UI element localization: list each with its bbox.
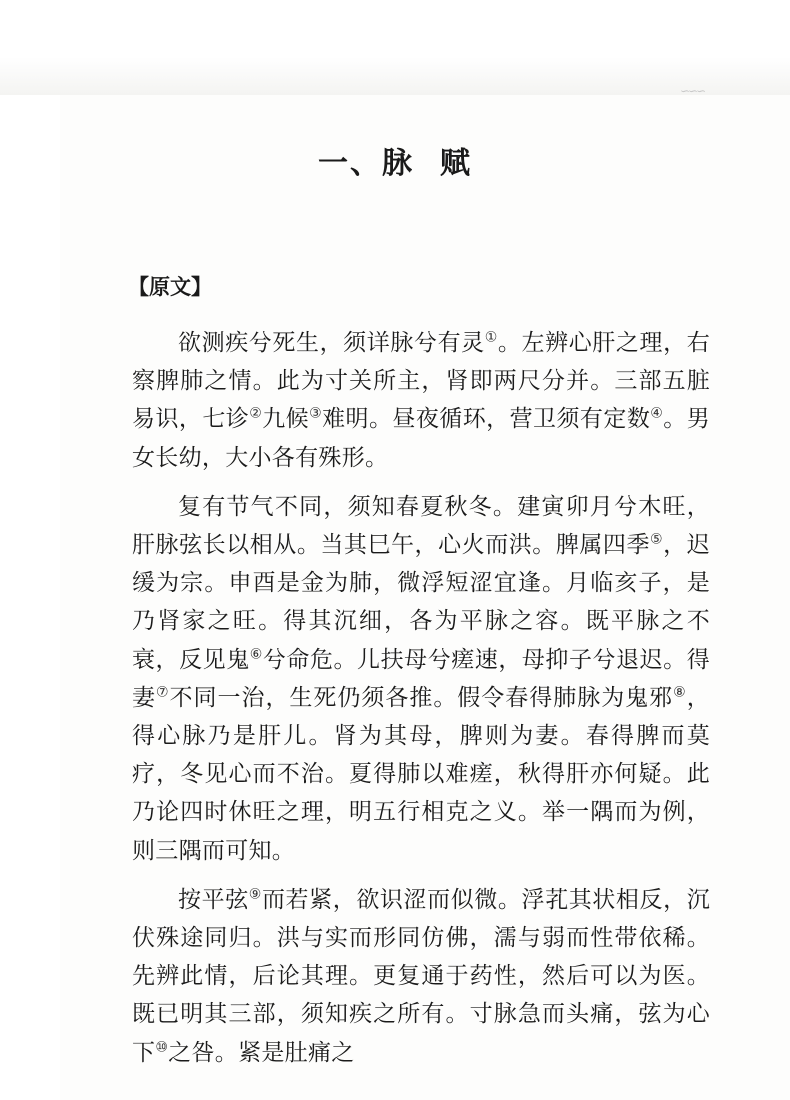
footnote-marker: ⑧ [673, 684, 687, 701]
scan-smudge-icon: ∽∽∽ [680, 84, 705, 98]
body-text [132, 324, 710, 1083]
paragraph [132, 488, 710, 870]
footnote-marker: ⑩ [155, 1039, 169, 1055]
footnote-marker: ⑦ [155, 684, 170, 701]
footnote-marker: ⑨ [248, 886, 262, 903]
text-segment: ，得心脉乃是肝儿。肾为其母，脾则为妻。春得脾而莫疗，冬见心而不治。夏得肺以难瘥，秋得肝亦何疑。此乃论四时休旺之理，明五行相克之义。举一隅而为例，则三隅而可知。 [132, 684, 710, 864]
footnote-marker: ⑥ [249, 645, 263, 662]
scan-edge [0, 95, 60, 1100]
chapter-title-part1: 一、脉 [318, 146, 414, 181]
footnote-marker: ② [249, 405, 263, 422]
text-segment: 。左辨心肝之理，右察脾肺之情。此为寸关所主，肾即两尺分并。三部五脏易识，七诊 [132, 330, 710, 433]
chapter-title [0, 138, 790, 182]
text-segment: 难明。昼夜循环，营卫须有定数 [322, 406, 651, 433]
footnote-marker: ④ [650, 405, 664, 422]
paragraph [132, 881, 710, 1072]
text-segment: 而若紧，欲识涩而似微。浮芤其状相反，沉伏殊途同归。洪与实而形同仿佛，濡与弱而性带依稀。先辨此情，后论其理。更复通于药性，然后可以为医。既已明其三部，须知疾之所有。寸脉急而头痛，弦为心下 [132, 886, 710, 1066]
text-segment: 复有节气不同，须知春夏秋冬。建寅卯月兮木旺，肝脉弦长以相从。当其巳午，心火而洪。脾属四季 [132, 493, 710, 559]
chapter-title-part2: 赋 [440, 146, 472, 181]
text-segment: 九候 [262, 406, 310, 433]
paragraph [132, 324, 710, 477]
text-segment: 欲测疾兮死生，须详脉兮有灵 [178, 330, 485, 356]
section-label: 【原文】 [128, 275, 212, 299]
text-segment: ，迟缓为宗。申酉是金为肺，微浮短涩宜逢。月临亥子，是乃肾家之旺。得其沉细，各为平脉之容。既平脉之不衰，反见鬼 [132, 532, 710, 673]
text-segment: 。男女长幼，大小各有殊形。 [132, 406, 711, 471]
footnote-marker: ① [484, 329, 498, 346]
footnote-marker: ⑤ [650, 531, 664, 548]
text-segment: 按平弦 [178, 886, 249, 913]
footnote-marker: ③ [309, 405, 323, 422]
text-segment: 兮命危。儿扶母兮瘥速，母抑子兮退迟。得妻 [132, 646, 711, 711]
text-segment: 之咎。紧是肚痛之 [168, 1039, 355, 1066]
text-segment: 不同一治，生死仍须各推。假令春得肺脉为鬼邪 [169, 684, 674, 711]
scan-shadow [0, 0, 790, 95]
